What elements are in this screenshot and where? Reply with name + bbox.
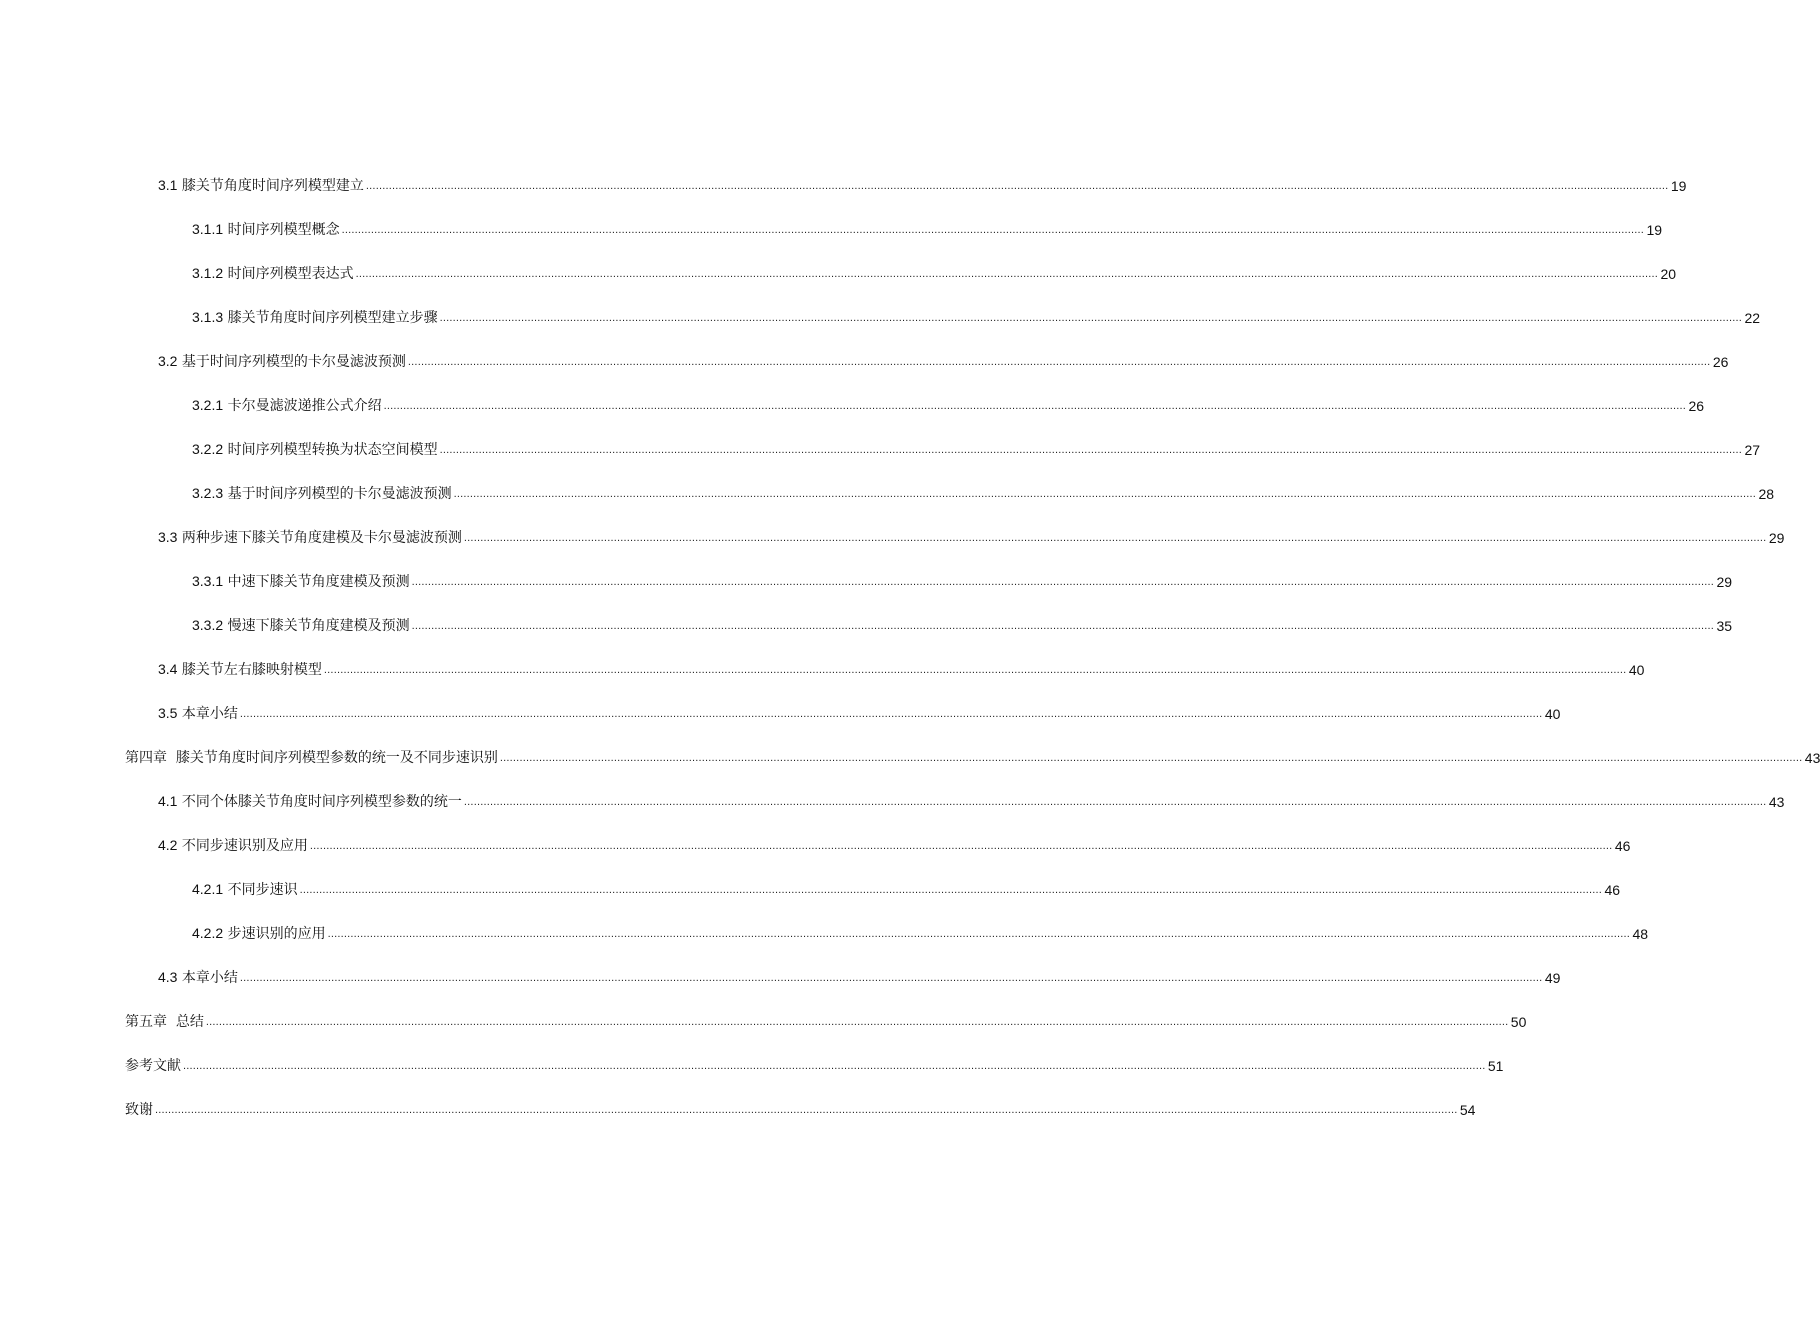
toc-entry-label <box>158 352 406 371</box>
toc-entry-title: 不同步速识别及应用 <box>181 838 308 854</box>
toc-entry-number: 4.2.2 <box>192 925 224 941</box>
toc-entry-number: 3.1.2 <box>192 265 224 281</box>
toc-entry-page-number: 26 <box>1712 354 1729 370</box>
toc-entry-page-number: 43 <box>1804 750 1820 766</box>
toc-dot-leader: ................................................................................................................................................................................................................................................................................................................................................................................................................ <box>383 400 1687 412</box>
toc-entry-title: 基于时间序列模型的卡尔曼滤波预测 <box>227 486 452 502</box>
toc-entry-label <box>192 572 410 591</box>
toc-entry[interactable] <box>125 459 1775 503</box>
toc-entry-label <box>192 924 326 943</box>
toc-entry-number: 4.2 <box>158 837 178 853</box>
toc-dot-leader: ................................................................................................................................................................................................................................................................................................................................................................................................................ <box>439 444 1743 456</box>
toc-entry-label <box>192 396 382 415</box>
toc-dot-leader: ................................................................................................................................................................................................................................................................................................................................................................................................................ <box>341 224 1645 236</box>
toc-entry-label <box>192 308 438 327</box>
toc-entry-label <box>192 880 298 899</box>
toc-entry[interactable] <box>125 239 1677 283</box>
toc-dot-leader: ................................................................................................................................................................................................................................................................................................................................................................................................................ <box>327 928 1631 940</box>
toc-entry-number: 4.3 <box>158 969 178 985</box>
toc-entry-page-number: 43 <box>1768 794 1785 810</box>
toc-entry[interactable] <box>125 151 1687 195</box>
toc-entry-number: 3.5 <box>158 705 178 721</box>
toc-entry-title: 第五章 总结 <box>125 1014 204 1030</box>
toc-entry[interactable] <box>125 1075 1476 1119</box>
toc-entry-label <box>192 616 410 635</box>
toc-dot-leader: ................................................................................................................................................................................................................................................................................................................................................................................................................ <box>365 180 1669 192</box>
toc-dot-leader: ................................................................................................................................................................................................................................................................................................................................................................................................................ <box>299 884 1603 896</box>
toc-dot-leader: ................................................................................................................................................................................................................................................................................................................................................................................................................ <box>463 796 1767 808</box>
toc-entry-title: 不同个体膝关节角度时间序列模型参数的统一 <box>181 794 462 810</box>
toc-entry-label <box>192 484 452 503</box>
toc-entry-label <box>125 1101 153 1119</box>
toc-dot-leader: ................................................................................................................................................................................................................................................................................................................................................................................................................ <box>239 972 1543 984</box>
toc-entry-label <box>192 264 354 283</box>
toc-entry-title: 时间序列模型概念 <box>227 222 340 238</box>
toc-entry-label <box>158 176 364 195</box>
toc-entry-title: 膝关节角度时间序列模型建立 <box>181 178 364 194</box>
toc-entry[interactable] <box>125 767 1785 811</box>
toc-entry[interactable] <box>125 943 1561 987</box>
toc-entry-page-number: 28 <box>1758 486 1775 502</box>
toc-entry[interactable] <box>125 723 1820 767</box>
toc-entry-title: 本章小结 <box>181 706 238 722</box>
toc-dot-leader: ................................................................................................................................................................................................................................................................................................................................................................................................................ <box>155 1104 1458 1116</box>
toc-entry-label <box>125 749 498 767</box>
toc-entry-title: 本章小结 <box>181 970 238 986</box>
toc-dot-leader: ................................................................................................................................................................................................................................................................................................................................................................................................................ <box>407 356 1711 368</box>
toc-entry[interactable] <box>125 1031 1504 1075</box>
toc-dot-leader: ................................................................................................................................................................................................................................................................................................................................................................................................................ <box>239 708 1543 720</box>
toc-entry-title: 第四章 膝关节角度时间序列模型参数的统一及不同步速识别 <box>125 750 498 766</box>
toc-entry-number: 3.1 <box>158 177 178 193</box>
toc-entry-page-number: 51 <box>1487 1058 1504 1074</box>
toc-entry[interactable] <box>125 283 1761 327</box>
toc-entry-title: 步速识别的应用 <box>227 926 326 942</box>
toc-entry-page-number: 20 <box>1660 266 1677 282</box>
toc-entry[interactable] <box>125 371 1705 415</box>
toc-dot-leader: ................................................................................................................................................................................................................................................................................................................................................................................................................ <box>355 268 1659 280</box>
toc-entry[interactable] <box>125 195 1663 239</box>
toc-entry-label <box>158 968 238 987</box>
toc-entry-title: 卡尔曼滤波递推公式介绍 <box>227 398 382 414</box>
toc-entry-page-number: 35 <box>1716 618 1733 634</box>
toc-entry[interactable] <box>125 811 1631 855</box>
toc-entry-page-number: 54 <box>1459 1102 1476 1118</box>
toc-entry-number: 3.4 <box>158 661 178 677</box>
toc-dot-leader: ................................................................................................................................................................................................................................................................................................................................................................................................................ <box>439 312 1743 324</box>
toc-entry-page-number: 49 <box>1544 970 1561 986</box>
toc-entry[interactable] <box>125 547 1733 591</box>
toc-entry-page-number: 29 <box>1716 574 1733 590</box>
toc-entry-page-number: 26 <box>1688 398 1705 414</box>
toc-entry-page-number: 19 <box>1670 178 1687 194</box>
toc-dot-leader: ................................................................................................................................................................................................................................................................................................................................................................................................................ <box>463 532 1767 544</box>
toc-dot-leader: ................................................................................................................................................................................................................................................................................................................................................................................................................ <box>205 1016 1509 1028</box>
toc-entry-title: 致谢 <box>125 1102 153 1118</box>
toc-dot-leader: ................................................................................................................................................................................................................................................................................................................................................................................................................ <box>499 752 1803 764</box>
toc-entry-title: 两种步速下膝关节角度建模及卡尔曼滤波预测 <box>181 530 462 546</box>
toc-entry-label <box>158 528 462 547</box>
toc-entry-page-number: 22 <box>1744 310 1761 326</box>
toc-entry-label <box>125 1013 204 1031</box>
toc-entry-number: 3.1.1 <box>192 221 224 237</box>
toc-entry-page-number: 27 <box>1744 442 1761 458</box>
toc-entry-number: 3.2.3 <box>192 485 224 501</box>
toc-entry-title: 时间序列模型转换为状态空间模型 <box>227 442 438 458</box>
toc-entry-page-number: 40 <box>1544 706 1561 722</box>
toc-entry-page-number: 29 <box>1768 530 1785 546</box>
toc-entry-label <box>192 440 438 459</box>
toc-entry-number: 3.2.1 <box>192 397 224 413</box>
toc-entry-number: 4.2.1 <box>192 881 224 897</box>
toc-entry-label <box>158 792 462 811</box>
toc-entry-title: 中速下膝关节角度建模及预测 <box>227 574 410 590</box>
toc-entry-title: 时间序列模型表达式 <box>227 266 354 282</box>
toc-entry-number: 3.1.3 <box>192 309 224 325</box>
toc-entry-page-number: 50 <box>1510 1014 1527 1030</box>
toc-dot-leader: ................................................................................................................................................................................................................................................................................................................................................................................................................ <box>323 664 1627 676</box>
toc-entry-label <box>158 836 308 855</box>
toc-entry-number: 3.3.2 <box>192 617 224 633</box>
toc-dot-leader: ................................................................................................................................................................................................................................................................................................................................................................................................................ <box>411 576 1715 588</box>
toc-entry-number: 3.2.2 <box>192 441 224 457</box>
toc-entry[interactable] <box>125 987 1527 1031</box>
toc-entry-page-number: 19 <box>1646 222 1663 238</box>
toc-entry[interactable] <box>125 899 1649 943</box>
toc-entry-title: 膝关节角度时间序列模型建立步骤 <box>227 310 438 326</box>
toc-entry[interactable] <box>125 635 1645 679</box>
toc-entry-page-number: 46 <box>1604 882 1621 898</box>
toc-entry[interactable] <box>125 327 1729 371</box>
toc-entry-label <box>158 660 322 679</box>
toc-entry-label <box>158 704 238 723</box>
toc-dot-leader: ................................................................................................................................................................................................................................................................................................................................................................................................................ <box>411 620 1715 632</box>
toc-entry-page-number: 48 <box>1632 926 1649 942</box>
toc-entry[interactable] <box>125 591 1733 635</box>
toc-dot-leader: ................................................................................................................................................................................................................................................................................................................................................................................................................ <box>309 840 1613 852</box>
toc-entry-title: 不同步速识 <box>227 882 298 898</box>
toc-entry-title: 膝关节左右膝映射模型 <box>181 662 322 678</box>
toc-entry-number: 3.2 <box>158 353 178 369</box>
toc-entry[interactable] <box>125 503 1785 547</box>
toc-entry-number: 3.3 <box>158 529 178 545</box>
table-of-contents <box>125 151 1820 1119</box>
toc-entry[interactable] <box>125 679 1561 723</box>
toc-entry-page-number: 40 <box>1628 662 1645 678</box>
toc-entry-page-number: 46 <box>1614 838 1631 854</box>
toc-entry-title: 慢速下膝关节角度建模及预测 <box>227 618 410 634</box>
toc-entry-title: 参考文献 <box>125 1058 181 1074</box>
toc-entry-title: 基于时间序列模型的卡尔曼滤波预测 <box>181 354 406 370</box>
toc-entry-label <box>192 220 340 239</box>
toc-entry-number: 3.3.1 <box>192 573 224 589</box>
toc-entry-label <box>125 1057 181 1075</box>
toc-entry[interactable] <box>125 415 1761 459</box>
toc-entry-number: 4.1 <box>158 793 178 809</box>
toc-dot-leader: ................................................................................................................................................................................................................................................................................................................................................................................................................ <box>183 1060 1486 1072</box>
toc-dot-leader: ................................................................................................................................................................................................................................................................................................................................................................................................................ <box>453 488 1757 500</box>
toc-entry[interactable] <box>125 855 1621 899</box>
